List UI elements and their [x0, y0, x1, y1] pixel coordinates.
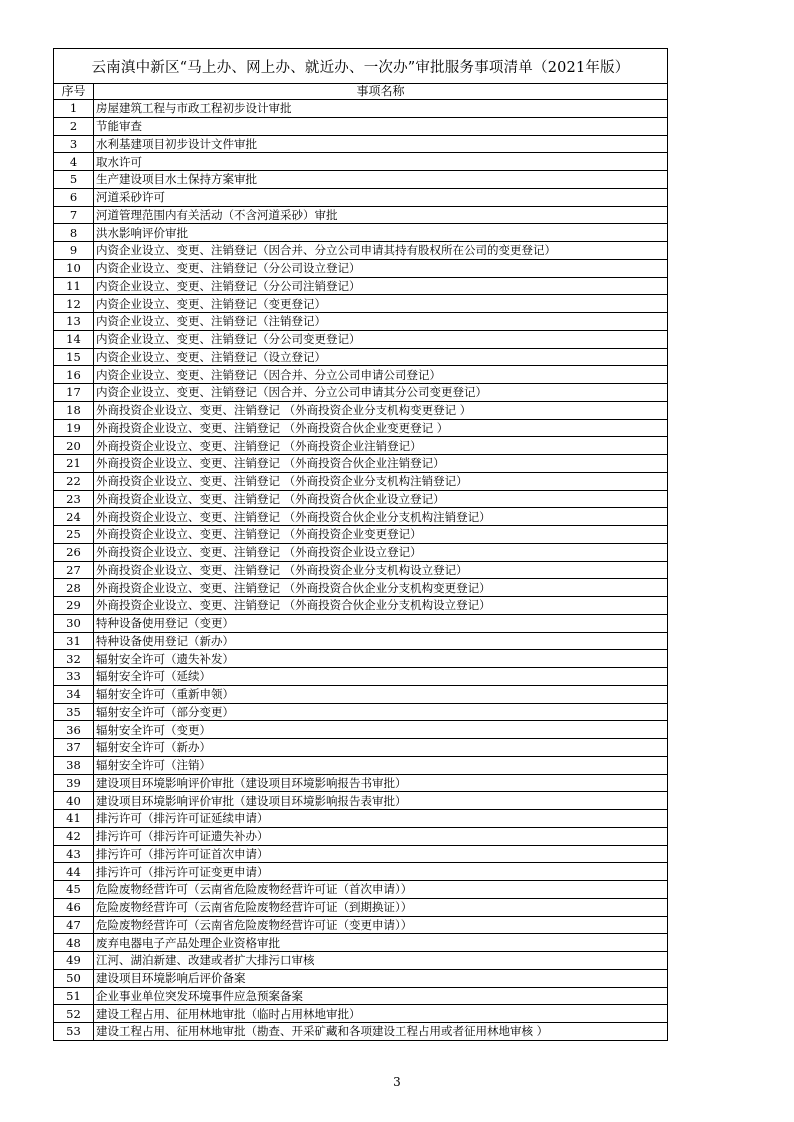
row-number: 39	[54, 774, 94, 792]
table-row	[54, 508, 668, 526]
table-row	[54, 171, 668, 189]
table-row	[54, 881, 668, 899]
item-name: 废弃电器电子产品处理企业资格审批	[94, 934, 668, 952]
row-number: 23	[54, 490, 94, 508]
item-name: 内资企业设立、变更、注销登记（因合并、分立公司申请其持有股权所在公司的变更登记）	[94, 242, 668, 260]
row-number: 37	[54, 739, 94, 757]
row-number: 11	[54, 277, 94, 295]
row-number: 45	[54, 881, 94, 899]
row-number: 12	[54, 295, 94, 313]
row-number: 20	[54, 437, 94, 455]
item-name: 外商投资企业设立、变更、注销登记 （外商投资企业分支机构变更登记 ）	[94, 401, 668, 419]
table-row	[54, 650, 668, 668]
item-name: 建设项目环境影响评价审批（建设项目环境影响报告表审批）	[94, 792, 668, 810]
table-row	[54, 579, 668, 597]
item-name: 内资企业设立、变更、注销登记（因合并、分立公司申请其分公司变更登记）	[94, 384, 668, 402]
document-title: 云南滇中新区“马上办、网上办、就近办、一次办”审批服务事项清单（2021年版）	[54, 49, 668, 84]
row-number: 8	[54, 224, 94, 242]
row-number: 36	[54, 721, 94, 739]
row-number: 15	[54, 348, 94, 366]
row-number: 35	[54, 703, 94, 721]
item-name: 危险废物经营许可（云南省危险废物经营许可证（首次申请））	[94, 881, 668, 899]
row-number: 17	[54, 384, 94, 402]
row-number: 6	[54, 188, 94, 206]
row-number: 2	[54, 117, 94, 135]
table-row	[54, 668, 668, 686]
row-number: 49	[54, 952, 94, 970]
row-number: 47	[54, 916, 94, 934]
row-number: 38	[54, 756, 94, 774]
row-number: 29	[54, 597, 94, 615]
row-number: 33	[54, 668, 94, 686]
table-row	[54, 153, 668, 171]
item-name: 取水许可	[94, 153, 668, 171]
item-name: 建设项目环境影响评价审批（建设项目环境影响报告书审批）	[94, 774, 668, 792]
row-number: 7	[54, 206, 94, 224]
row-number: 27	[54, 561, 94, 579]
table-row	[54, 934, 668, 952]
row-number: 5	[54, 171, 94, 189]
item-name: 辐射安全许可（新办）	[94, 739, 668, 757]
row-number: 22	[54, 472, 94, 490]
row-number: 42	[54, 827, 94, 845]
item-name: 外商投资企业设立、变更、注销登记 （外商投资合伙企业变更登记 ）	[94, 419, 668, 437]
item-name: 外商投资企业设立、变更、注销登记 （外商投资合伙企业分支机构变更登记）	[94, 579, 668, 597]
item-name: 企业事业单位突发环境事件应急预案备案	[94, 987, 668, 1005]
item-name: 危险废物经营许可（云南省危险废物经营许可证（到期换证））	[94, 898, 668, 916]
row-number: 32	[54, 650, 94, 668]
table-row	[54, 987, 668, 1005]
table-row	[54, 295, 668, 313]
table-row	[54, 774, 668, 792]
table-row	[54, 739, 668, 757]
item-name: 外商投资企业设立、变更、注销登记 （外商投资企业设立登记）	[94, 543, 668, 561]
row-number: 43	[54, 845, 94, 863]
table-row	[54, 401, 668, 419]
table-row	[54, 384, 668, 402]
table-row	[54, 117, 668, 135]
table-row	[54, 206, 668, 224]
table-row	[54, 703, 668, 721]
table-row	[54, 188, 668, 206]
item-name: 水利基建项目初步设计文件审批	[94, 135, 668, 153]
table-row	[54, 348, 668, 366]
item-name: 内资企业设立、变更、注销登记（设立登记）	[94, 348, 668, 366]
row-number: 24	[54, 508, 94, 526]
row-number: 46	[54, 898, 94, 916]
item-name: 特种设备使用登记（变更）	[94, 614, 668, 632]
table-row	[54, 330, 668, 348]
table-row	[54, 614, 668, 632]
table-row	[54, 259, 668, 277]
table-row	[54, 224, 668, 242]
item-name: 洪水影响评价审批	[94, 224, 668, 242]
row-number: 31	[54, 632, 94, 650]
row-number: 1	[54, 100, 94, 118]
row-number: 48	[54, 934, 94, 952]
table-header-row	[54, 84, 668, 100]
item-name: 生产建设项目水土保持方案审批	[94, 171, 668, 189]
item-name: 排污许可（排污许可证延续申请）	[94, 810, 668, 828]
item-name: 外商投资企业设立、变更、注销登记 （外商投资合伙企业设立登记）	[94, 490, 668, 508]
row-number: 18	[54, 401, 94, 419]
row-number: 4	[54, 153, 94, 171]
document-sheet	[53, 48, 667, 1041]
row-number: 51	[54, 987, 94, 1005]
table-row	[54, 792, 668, 810]
item-name: 特种设备使用登记（新办）	[94, 632, 668, 650]
item-name: 排污许可（排污许可证遗失补办）	[94, 827, 668, 845]
table-row	[54, 313, 668, 331]
table-row	[54, 100, 668, 118]
row-number: 25	[54, 526, 94, 544]
item-name: 内资企业设立、变更、注销登记（分公司设立登记）	[94, 259, 668, 277]
item-name: 内资企业设立、变更、注销登记（变更登记）	[94, 295, 668, 313]
table-row	[54, 952, 668, 970]
item-name: 危险废物经营许可（云南省危险废物经营许可证（变更申请））	[94, 916, 668, 934]
item-name: 房屋建筑工程与市政工程初步设计审批	[94, 100, 668, 118]
table-row	[54, 1023, 668, 1041]
row-number: 41	[54, 810, 94, 828]
item-name: 外商投资企业设立、变更、注销登记 （外商投资企业分支机构设立登记）	[94, 561, 668, 579]
table-row	[54, 472, 668, 490]
row-number: 28	[54, 579, 94, 597]
row-number: 52	[54, 1005, 94, 1023]
service-items-table	[53, 48, 668, 1041]
table-row	[54, 419, 668, 437]
table-row	[54, 437, 668, 455]
table-row	[54, 490, 668, 508]
item-name: 辐射安全许可（变更）	[94, 721, 668, 739]
column-header-name: 事项名称	[94, 84, 668, 100]
row-number: 30	[54, 614, 94, 632]
row-number: 21	[54, 455, 94, 473]
item-name: 排污许可（排污许可证变更申请）	[94, 863, 668, 881]
item-name: 外商投资企业设立、变更、注销登记 （外商投资企业变更登记）	[94, 526, 668, 544]
row-number: 9	[54, 242, 94, 260]
item-name: 外商投资企业设立、变更、注销登记 （外商投资合伙企业分支机构设立登记）	[94, 597, 668, 615]
column-header-no: 序号	[54, 84, 94, 100]
item-name: 节能审查	[94, 117, 668, 135]
table-row	[54, 685, 668, 703]
table-row	[54, 863, 668, 881]
table-row	[54, 543, 668, 561]
item-name: 河道采砂许可	[94, 188, 668, 206]
row-number: 44	[54, 863, 94, 881]
item-name: 排污许可（排污许可证首次申请）	[94, 845, 668, 863]
item-name: 辐射安全许可（重新申领）	[94, 685, 668, 703]
row-number: 14	[54, 330, 94, 348]
table-row	[54, 242, 668, 260]
item-name: 外商投资企业设立、变更、注销登记 （外商投资合伙企业注销登记）	[94, 455, 668, 473]
row-number: 10	[54, 259, 94, 277]
item-name: 内资企业设立、变更、注销登记（注销登记）	[94, 313, 668, 331]
row-number: 40	[54, 792, 94, 810]
row-number: 3	[54, 135, 94, 153]
item-name: 内资企业设立、变更、注销登记（因合并、分立公司申请公司登记）	[94, 366, 668, 384]
table-row	[54, 561, 668, 579]
table-row	[54, 366, 668, 384]
item-name: 内资企业设立、变更、注销登记（分公司变更登记）	[94, 330, 668, 348]
table-row	[54, 845, 668, 863]
item-name: 内资企业设立、变更、注销登记（分公司注销登记）	[94, 277, 668, 295]
item-name: 建设工程占用、征用林地审批（临时占用林地审批）	[94, 1005, 668, 1023]
table-row	[54, 135, 668, 153]
table-row	[54, 277, 668, 295]
item-name: 河道管理范围内有关活动（不含河道采砂）审批	[94, 206, 668, 224]
table-row	[54, 597, 668, 615]
page-number: 3	[393, 1075, 401, 1089]
table-body	[54, 100, 668, 1041]
item-name: 外商投资企业设立、变更、注销登记 （外商投资合伙企业分支机构注销登记）	[94, 508, 668, 526]
table-row	[54, 916, 668, 934]
row-number: 34	[54, 685, 94, 703]
table-row	[54, 969, 668, 987]
item-name: 辐射安全许可（部分变更）	[94, 703, 668, 721]
row-number: 19	[54, 419, 94, 437]
row-number: 16	[54, 366, 94, 384]
table-row	[54, 898, 668, 916]
table-row	[54, 827, 668, 845]
row-number: 13	[54, 313, 94, 331]
item-name: 外商投资企业设立、变更、注销登记 （外商投资企业分支机构注销登记）	[94, 472, 668, 490]
item-name: 建设项目环境影响后评价备案	[94, 969, 668, 987]
table-row	[54, 526, 668, 544]
row-number: 50	[54, 969, 94, 987]
item-name: 江河、湖泊新建、改建或者扩大排污口审核	[94, 952, 668, 970]
table-row	[54, 632, 668, 650]
table-row	[54, 756, 668, 774]
row-number: 26	[54, 543, 94, 561]
item-name: 辐射安全许可（遗失补发）	[94, 650, 668, 668]
table-row	[54, 1005, 668, 1023]
item-name: 外商投资企业设立、变更、注销登记 （外商投资企业注销登记）	[94, 437, 668, 455]
row-number: 53	[54, 1023, 94, 1041]
table-row	[54, 455, 668, 473]
table-row	[54, 810, 668, 828]
table-row	[54, 721, 668, 739]
item-name: 辐射安全许可（注销）	[94, 756, 668, 774]
item-name: 辐射安全许可（延续）	[94, 668, 668, 686]
item-name: 建设工程占用、征用林地审批（勘查、开采矿藏和各项建设工程占用或者征用林地审核 ）	[94, 1023, 668, 1041]
